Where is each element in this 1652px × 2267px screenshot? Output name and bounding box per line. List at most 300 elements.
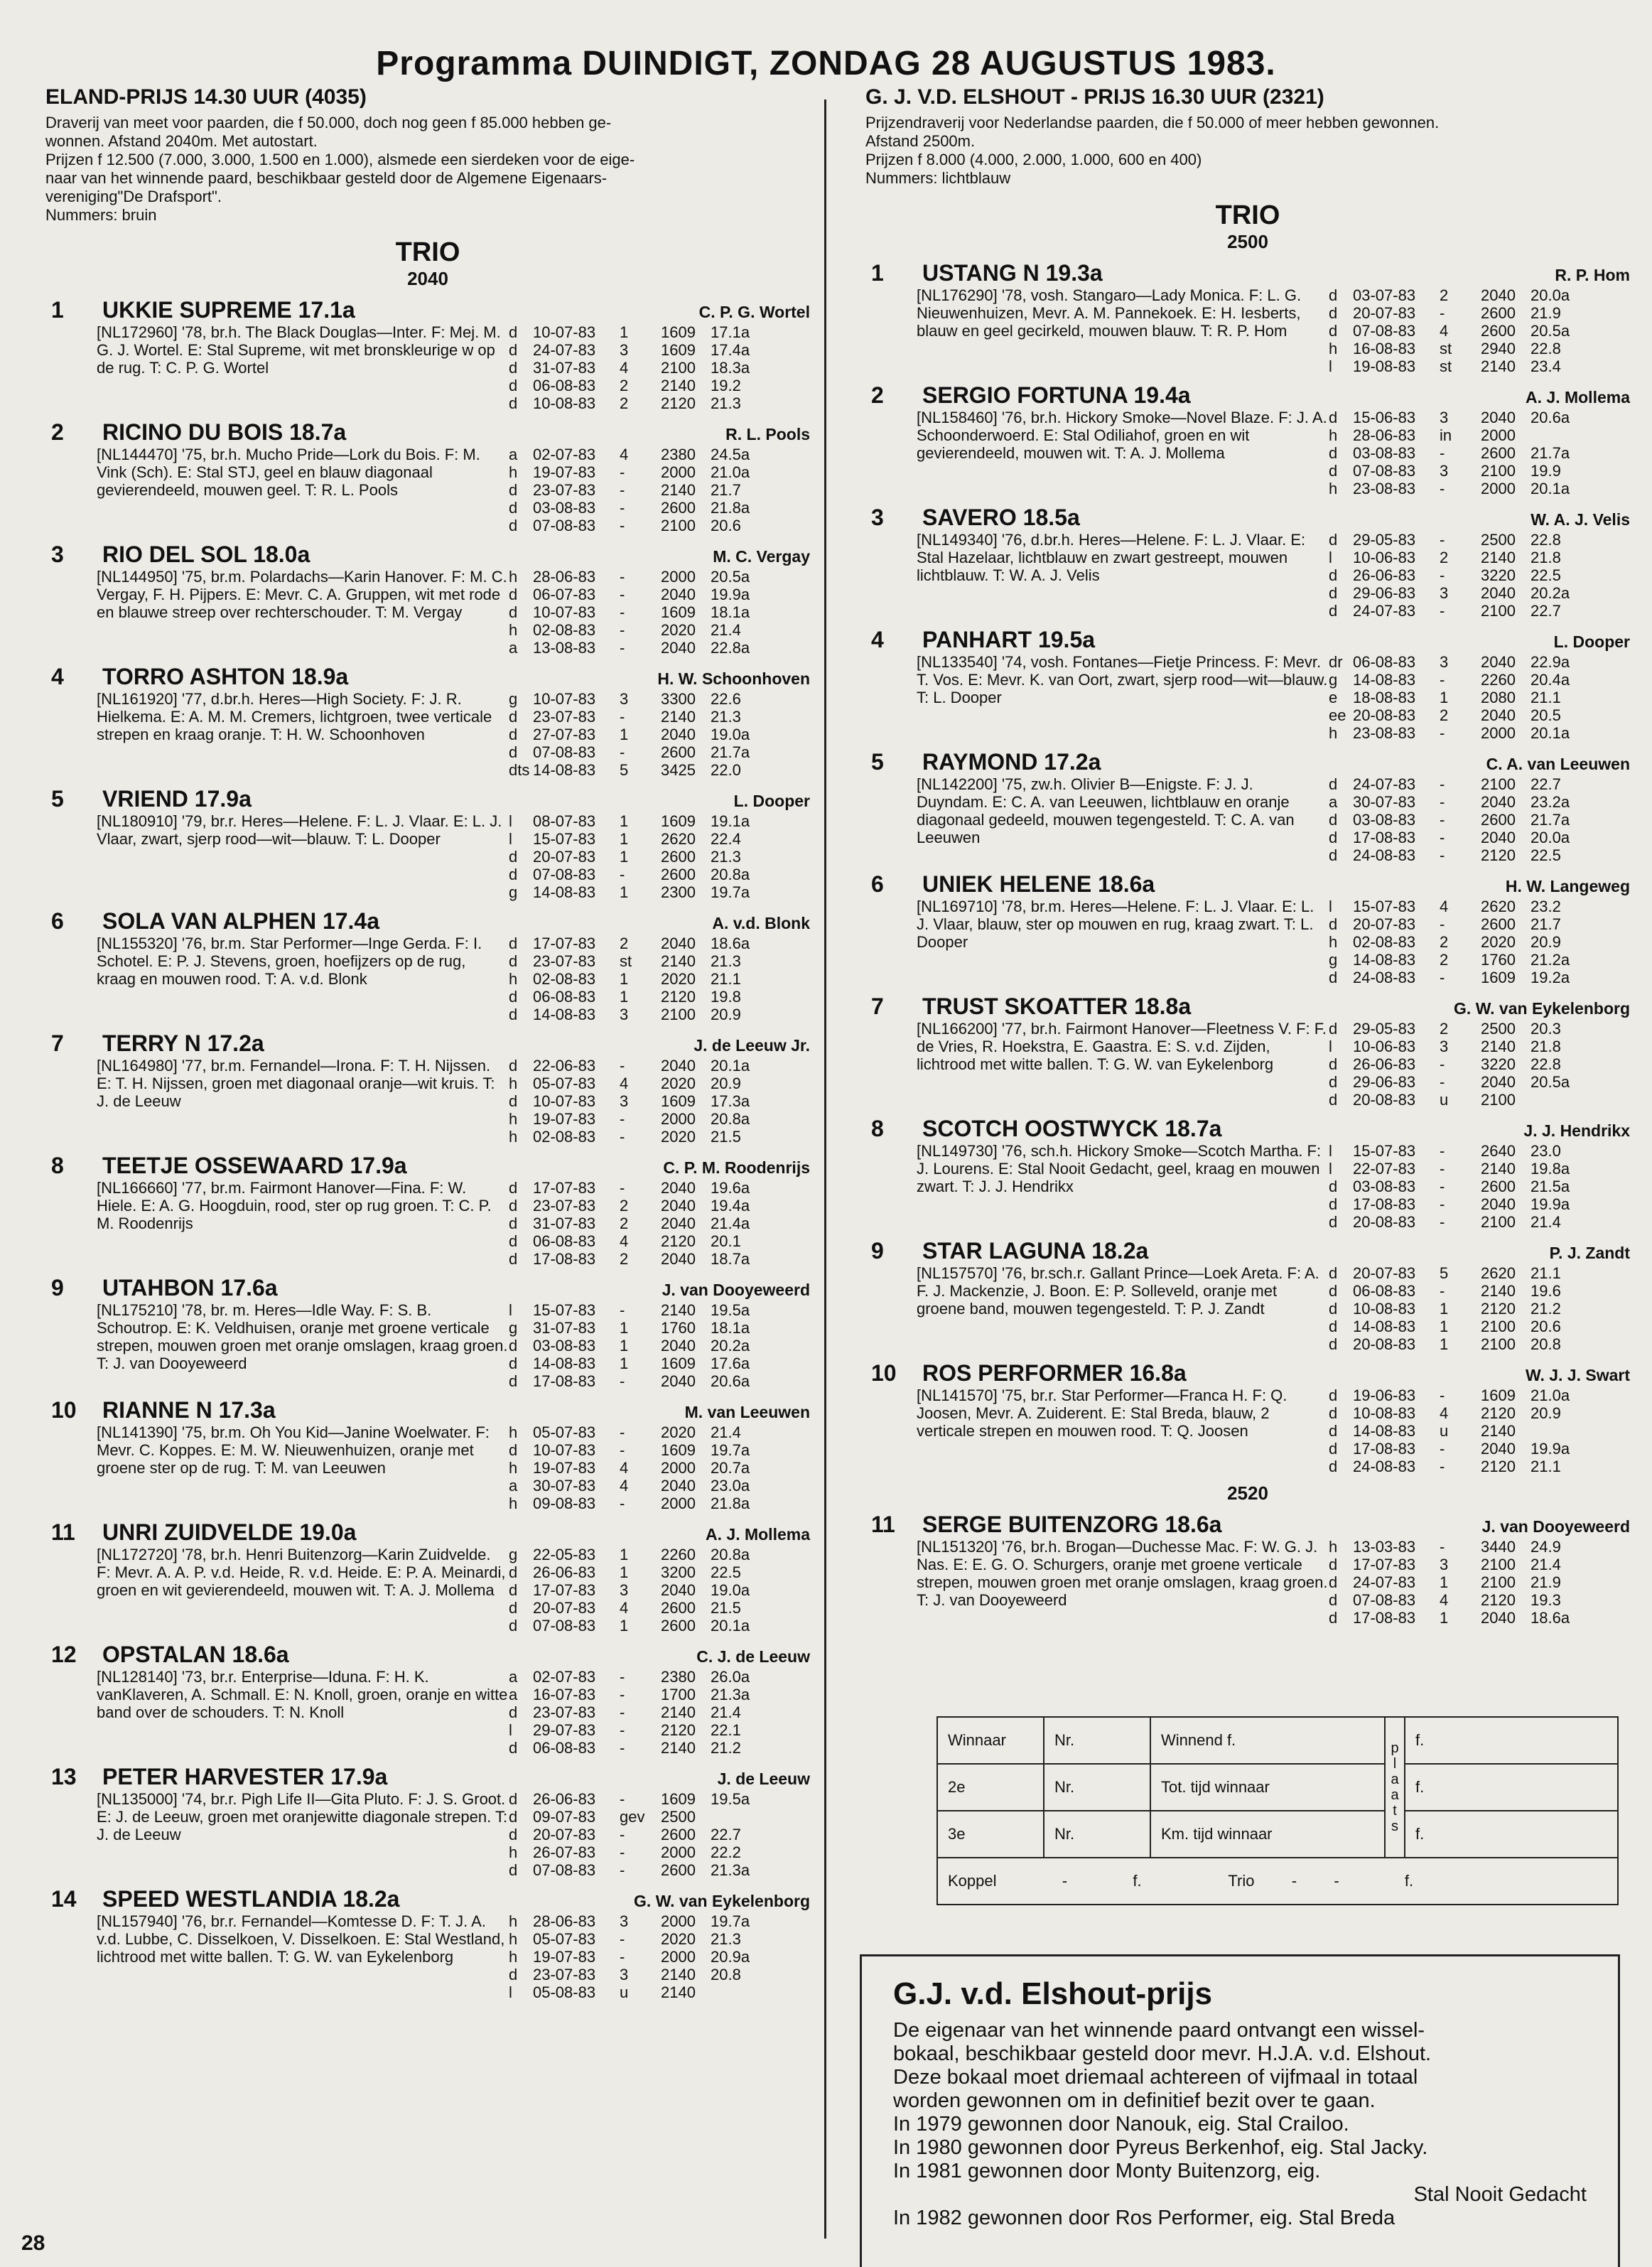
result-row [1329, 1178, 1630, 1195]
result-place: 3 [620, 341, 629, 359]
winnaar-label: Winnaar [937, 1717, 1044, 1764]
result-distance: 2040 [661, 1581, 696, 1599]
elshout-prize-box [860, 1954, 1620, 2267]
result-time: 19.5a [711, 1790, 750, 1808]
result-track: h [509, 970, 518, 988]
result-date: 14-08-83 [1353, 671, 1416, 689]
result-distance: 2000 [1481, 426, 1516, 444]
result-track: d [1329, 1458, 1338, 1475]
result-distance: 1760 [1481, 951, 1516, 969]
result-date: 14-08-83 [533, 883, 596, 901]
horse-trainer: M. C. Vergay [713, 547, 810, 566]
result-distance: 2600 [661, 743, 696, 761]
trio-dash-2: - [1334, 1872, 1339, 1890]
result-place: - [620, 1861, 625, 1879]
result-place: 1 [1440, 1609, 1449, 1627]
result-row [509, 1110, 810, 1128]
derde-label: 3e [937, 1811, 1044, 1858]
result-distance: 2040 [661, 1197, 696, 1215]
result-time: 21.1 [1530, 1458, 1561, 1475]
result-date: 19-07-83 [533, 1948, 596, 1966]
plaats-f-1: f. [1405, 1717, 1618, 1764]
result-time: 17.3a [711, 1092, 750, 1110]
result-date: 07-08-83 [533, 1861, 596, 1879]
horse-trainer: L. Dooper [1553, 632, 1630, 651]
result-track: d [509, 1861, 518, 1879]
result-track: d [509, 1826, 518, 1843]
result-row [1329, 286, 1630, 304]
result-row [1329, 444, 1630, 462]
horse-header [45, 1153, 810, 1179]
horse-list [45, 297, 810, 2001]
result-track: d [509, 988, 518, 1006]
condition-line: Prijzen f 8.000 (4.000, 2.000, 1.000, 600 en 400) [865, 151, 1202, 168]
result-track: h [509, 1495, 518, 1512]
result-date: 29-06-83 [1353, 584, 1416, 602]
horse-description: [NL157940] '76, br.r. Fernandel—Komtesse D. F: T. J. A. v.d. Lubbe, C. Disselkoen, V. Disselkoen. E: Stal Westland, lichtrood met witte ballen. T: G. W. van Eykelenborg [97, 1912, 505, 1966]
result-date: 13-03-83 [1353, 1538, 1416, 1556]
result-time: 22.6 [711, 690, 741, 708]
result-date: 03-08-83 [1353, 1178, 1416, 1195]
result-track: d [1329, 1440, 1338, 1458]
horse-description: [NL155320] '76, br.m. Star Performer—Inge Gerda. F: I. Schotel. E: P. J. Stevens, groen, hoefijzers op de rug, kraag en mouwen rood. T: A. v.d. Blonk [97, 935, 482, 988]
result-place: - [620, 499, 625, 517]
horse-description: [NL144950] '75, br.m. Polardachs—Karin Hanover. F: M. C. Vergay, F. H. Pijpers. E: Mevr. C. A. Gruppen, wit met rode en blauwe streep over rechterschouder. T: M. Vergay [97, 568, 507, 621]
horse-description: [NL175210] '78, br. m. Heres—Idle Way. F: S. B. Schoutrop. E: K. Veldhuisen, oranje met groene verticale strepen, mouwen groen met oranje omslagen, kraag groen. T: J. van Dooyeweerd [97, 1301, 508, 1372]
result-time: 21.2a [1530, 951, 1570, 969]
result-distance: 2120 [661, 1721, 696, 1739]
result-row [509, 1337, 810, 1355]
horse-number: 2 [51, 419, 64, 445]
result-distance: 2600 [1481, 811, 1516, 829]
result-date: 27-07-83 [533, 726, 596, 743]
horse-description: [NL135000] '74, br.r. Pigh Life II—Gita Pluto. F: J. S. Groot. E: J. de Leeuw, groen met oranjewitte diagonale strepen. T: J. de Leeuw [97, 1790, 508, 1843]
result-distance: 2120 [1481, 1458, 1516, 1475]
result-place: - [1440, 811, 1445, 829]
horse-header [865, 871, 1630, 898]
result-date: 29-05-83 [1353, 531, 1416, 549]
result-distance: 2000 [661, 1495, 696, 1512]
result-row [509, 935, 810, 952]
result-track: h [1329, 724, 1338, 742]
horse-name: TEETJE OSSEWAARD 17.9a [102, 1153, 407, 1178]
result-date: 23-08-83 [1353, 724, 1416, 742]
horse-name: SCOTCH OOSTWYCK 18.7a [922, 1116, 1222, 1141]
result-distance: 3220 [1481, 566, 1516, 584]
result-date: 29-06-83 [1353, 1073, 1416, 1091]
horse-entry [865, 994, 1630, 1109]
horse-results [509, 568, 810, 657]
result-row [509, 1739, 810, 1757]
result-date: 10-07-83 [533, 1092, 596, 1110]
result-place: - [1440, 1213, 1445, 1231]
result-row [509, 1843, 810, 1861]
result-place: 1 [620, 1563, 629, 1581]
result-place: - [1440, 602, 1445, 620]
result-track: d [1329, 409, 1338, 426]
result-date: 07-08-83 [533, 1617, 596, 1635]
condition-line: Draverij van meet voor paarden, die f 50.000, doch nog geen f 85.000 hebben ge- [45, 114, 612, 131]
result-place: st [1440, 340, 1452, 357]
result-track: d [1329, 602, 1338, 620]
result-distance: 2600 [1481, 322, 1516, 340]
result-time [1530, 426, 1587, 444]
result-track: d [1329, 1404, 1338, 1422]
result-place: - [1440, 1073, 1445, 1091]
box-line-right: Stal Nooit Gedacht [1413, 2183, 1587, 2206]
result-date: 19-08-83 [1353, 357, 1416, 375]
result-track: l [1329, 1142, 1332, 1160]
result-place: 4 [1440, 1591, 1449, 1609]
result-track: d [509, 1703, 518, 1721]
result-time: 20.5 [1530, 706, 1561, 724]
result-place: 2 [1440, 706, 1449, 724]
result-time: 19.8a [1530, 1160, 1570, 1178]
result-track: d [1329, 1318, 1338, 1335]
horse-trainer: G. W. van Eykelenborg [1454, 999, 1630, 1018]
result-track: g [509, 690, 518, 708]
result-date: 02-08-83 [533, 621, 596, 639]
horse-number: 6 [871, 871, 884, 897]
result-distance: 2140 [1481, 1038, 1516, 1055]
result-time: 19.9a [711, 586, 750, 603]
result-row [509, 1912, 810, 1930]
result-place: 3 [1440, 409, 1449, 426]
result-row [509, 1495, 810, 1512]
result-place: 2 [1440, 933, 1449, 951]
result-time: 20.1a [711, 1617, 750, 1635]
result-track: d [1329, 1422, 1338, 1440]
result-date: 10-08-83 [533, 394, 596, 412]
result-distance: 2040 [661, 1250, 696, 1268]
horse-body [865, 898, 1630, 986]
result-row [509, 1721, 810, 1739]
result-track: g [509, 1546, 518, 1563]
result-place: - [620, 1441, 625, 1459]
result-row [509, 866, 810, 883]
result-date: 07-08-83 [1353, 1591, 1416, 1609]
horse-trainer: W. A. J. Velis [1530, 510, 1630, 529]
result-track: d [509, 708, 518, 726]
result-distance: 2040 [661, 1337, 696, 1355]
result-date: 20-08-83 [1353, 1091, 1416, 1109]
result-row [1329, 1386, 1630, 1404]
result-track: d [509, 1599, 518, 1617]
result-row [1329, 793, 1630, 811]
horse-trainer: C. J. de Leeuw [696, 1647, 810, 1666]
horse-body [865, 286, 1630, 375]
result-date: 14-08-83 [533, 761, 596, 779]
horse-number: 12 [51, 1642, 77, 1667]
box-line: De eigenaar van het winnende paard ontvangt een wissel- [893, 2019, 1425, 2042]
horse-header [45, 1275, 810, 1301]
result-distance: 2040 [661, 639, 696, 657]
result-track: ee [1329, 706, 1346, 724]
result-time: 20.6a [1530, 409, 1570, 426]
horse-results [1329, 1538, 1630, 1627]
koppel-dash: - [1062, 1872, 1068, 1890]
left-race-column [45, 85, 810, 2001]
result-track: d [509, 1197, 518, 1215]
result-distance: 2140 [661, 1739, 696, 1757]
horse-number: 11 [871, 1512, 895, 1537]
result-track: d [1329, 1091, 1338, 1109]
result-time: 22.4 [711, 830, 741, 848]
result-time: 21.3 [711, 1930, 741, 1948]
result-time: 20.9 [1530, 1404, 1561, 1422]
result-row [509, 1790, 810, 1808]
result-place: 4 [620, 1075, 629, 1092]
box-line: Deze bokaal moet driemaal achtereen of vijfmaal in totaal [893, 2066, 1418, 2089]
horse-entry [45, 908, 810, 1023]
horse-entry [45, 1519, 810, 1635]
result-row [1329, 304, 1630, 322]
result-place: - [620, 1721, 625, 1739]
result-distance: 2020 [661, 621, 696, 639]
horse-body [45, 812, 810, 901]
result-distance: 1760 [661, 1319, 696, 1337]
result-row [1329, 898, 1630, 915]
result-distance: 2100 [1481, 1091, 1516, 1109]
horse-name: UKKIE SUPREME 17.1a [102, 297, 355, 323]
race-heading: ELAND-PRIJS 14.30 UUR (4035) [45, 85, 367, 109]
result-time: 19.7a [711, 1912, 750, 1930]
result-track: d [1329, 829, 1338, 846]
trio-label: TRIO [1215, 200, 1280, 230]
horse-body [865, 653, 1630, 742]
result-place: - [1440, 793, 1445, 811]
result-row [509, 1686, 810, 1703]
result-time: 21.7a [1530, 811, 1570, 829]
result-place: - [620, 481, 625, 499]
condition-line: Nummers: lichtblauw [865, 169, 1011, 187]
horse-results [509, 690, 810, 779]
result-time: 20.8a [711, 866, 750, 883]
result-date: 15-06-83 [1353, 409, 1416, 426]
result-track: d [509, 1179, 518, 1197]
result-track: a [509, 1668, 518, 1686]
result-row [1329, 1458, 1630, 1475]
result-time: 22.1 [711, 1721, 741, 1739]
result-time: 19.1a [711, 812, 750, 830]
result-distance: 1609 [661, 1441, 696, 1459]
result-time: 18.7a [711, 1250, 750, 1268]
result-row [509, 970, 810, 988]
result-place: - [1440, 1178, 1445, 1195]
result-date: 31-07-83 [533, 1215, 596, 1232]
result-track: d [1329, 1213, 1338, 1231]
horse-header [45, 1030, 810, 1057]
result-date: 14-08-83 [533, 1355, 596, 1372]
result-track: d [509, 1808, 518, 1826]
result-row [509, 812, 810, 830]
result-date: 06-08-83 [533, 988, 596, 1006]
result-distance: 2100 [1481, 1573, 1516, 1591]
result-row [509, 1250, 810, 1268]
result-row [509, 726, 810, 743]
result-row [1329, 1300, 1630, 1318]
result-row [1329, 933, 1630, 951]
result-date: 24-07-83 [533, 341, 596, 359]
koppel-f: f. [1133, 1872, 1142, 1890]
result-place: - [620, 1930, 625, 1948]
result-track: h [1329, 426, 1338, 444]
horse-name: OPSTALAN 18.6a [102, 1642, 289, 1667]
horse-name: SAVERO 18.5a [922, 505, 1080, 530]
result-distance: 2040 [661, 1215, 696, 1232]
horse-results [509, 812, 810, 901]
horse-trainer: R. L. Pools [725, 425, 810, 443]
result-time: 22.8 [1530, 340, 1561, 357]
horse-entry [865, 871, 1630, 986]
result-distance: 1609 [1481, 969, 1516, 986]
result-row [509, 323, 810, 341]
result-distance: 2640 [1481, 1142, 1516, 1160]
result-date: 19-07-83 [533, 1110, 596, 1128]
result-row [1329, 340, 1630, 357]
result-date: 10-07-83 [533, 690, 596, 708]
result-time: 24.5a [711, 446, 750, 463]
plaats-letter: l [1393, 1756, 1397, 1772]
result-time: 18.6a [711, 935, 750, 952]
result-time: 18.6a [1530, 1609, 1570, 1627]
result-time: 21.4 [711, 1703, 741, 1721]
result-place: - [620, 1179, 625, 1197]
horse-body [45, 446, 810, 534]
result-place: 4 [620, 1599, 629, 1617]
box-line: In 1981 gewonnen door Monty Buitenzorg, eig. [893, 2160, 1321, 2182]
result-row [1329, 1055, 1630, 1073]
horse-name: RIANNE N 17.3a [102, 1397, 276, 1423]
result-date: 10-07-83 [533, 323, 596, 341]
horse-description: [NL169710] '78, br.m. Heres—Helene. F: L. J. Vlaar. E: L. J. Vlaar, blauw, ster op mouwen en rug, kraag zwart. T: L. Dooper [917, 898, 1314, 951]
result-track: d [1329, 304, 1338, 322]
result-distance: 2000 [661, 463, 696, 481]
result-track: l [509, 812, 512, 830]
result-date: 31-07-83 [533, 359, 596, 377]
condition-line: Prijzendraverij voor Nederlandse paarden, die f 50.000 of meer hebben gewonnen. [865, 114, 1440, 131]
result-track: d [509, 1739, 518, 1757]
result-distance: 2140 [1481, 1282, 1516, 1300]
result-place: 3 [620, 1092, 629, 1110]
result-place: - [620, 1423, 625, 1441]
horse-body [865, 1020, 1630, 1109]
result-row [1329, 829, 1630, 846]
result-track: d [509, 1057, 518, 1075]
result-date: 22-06-83 [533, 1057, 596, 1075]
result-date: 20-07-83 [533, 848, 596, 866]
result-place: - [1440, 1458, 1445, 1475]
result-distance: 2080 [1481, 689, 1516, 706]
result-track: d [509, 866, 518, 883]
result-date: 15-07-83 [1353, 1142, 1416, 1160]
horse-body [45, 1912, 810, 2001]
result-place: - [1440, 304, 1445, 322]
result-distance: 2040 [1481, 1195, 1516, 1213]
result-track: d [509, 517, 518, 534]
result-distance: 2260 [661, 1546, 696, 1563]
result-date: 30-07-83 [533, 1477, 596, 1495]
result-track: d [509, 359, 518, 377]
result-place: - [620, 463, 625, 481]
result-place: u [1440, 1422, 1449, 1440]
horse-description: [NL161920] '77, d.br.h. Heres—High Society. F: J. R. Hielkema. E: A. M. M. Cremers, lichtgroen, twee verticale strepen en kraag oranje. T: H. W. Schoonhoven [97, 690, 492, 743]
condition-line: wonnen. Afstand 2040m. Met autostart. [45, 132, 318, 150]
result-distance: 2140 [661, 377, 696, 394]
result-row [1329, 1573, 1630, 1591]
result-time: 19.6a [711, 1179, 750, 1197]
race-heading: G. J. V.D. ELSHOUT - PRIJS 16.30 UUR (2321) [865, 85, 1324, 109]
result-row [509, 359, 810, 377]
horse-results [509, 446, 810, 534]
horse-header [865, 382, 1630, 409]
result-time: 19.0a [711, 1581, 750, 1599]
result-time: 20.2a [711, 1337, 750, 1355]
result-date: 05-08-83 [533, 1983, 596, 2001]
horse-body [45, 690, 810, 779]
result-time: 19.3 [1530, 1591, 1561, 1609]
horse-name: STAR LAGUNA 18.2a [922, 1238, 1149, 1264]
result-place: 1 [620, 1546, 629, 1563]
result-track: d [509, 1441, 518, 1459]
result-row [1329, 1538, 1630, 1556]
result-place: - [620, 1372, 625, 1390]
result-time: 21.1 [1530, 1264, 1561, 1282]
result-distance: 2040 [1481, 1609, 1516, 1627]
result-place: 4 [620, 446, 629, 463]
horse-entry [45, 419, 810, 534]
result-row [509, 1179, 810, 1197]
result-place: 1 [1440, 1573, 1449, 1591]
result-date: 26-06-83 [1353, 1055, 1416, 1073]
horse-body [45, 1668, 810, 1757]
result-row [509, 848, 810, 866]
horse-header [865, 994, 1630, 1020]
result-track: d [509, 848, 518, 866]
horse-results [1329, 1386, 1630, 1475]
result-track: d [1329, 566, 1338, 584]
result-place: 4 [1440, 322, 1449, 340]
horse-results [509, 1790, 810, 1879]
horse-number: 1 [871, 260, 884, 286]
horse-trainer: A. J. Mollema [1526, 388, 1630, 406]
result-time: 19.2 [711, 377, 741, 394]
result-row [1329, 1609, 1630, 1627]
result-track: d [509, 1355, 518, 1372]
result-time: 23.2 [1530, 898, 1561, 915]
result-row [1329, 1422, 1630, 1440]
result-track: d [509, 499, 518, 517]
horse-results [509, 1423, 810, 1512]
result-date: 05-07-83 [533, 1075, 596, 1092]
result-time: 23.0 [1530, 1142, 1561, 1160]
result-time: 20.8a [711, 1110, 750, 1128]
box-line: In 1980 gewonnen door Pyreus Berkenhof, eig. Stal Jacky. [893, 2136, 1428, 2159]
result-distance: 2140 [661, 1703, 696, 1721]
box-line: In 1979 gewonnen door Nanouk, eig. Stal Crailoo. [893, 2113, 1349, 2136]
result-distance: 2120 [661, 394, 696, 412]
result-date: 10-08-83 [1353, 1404, 1416, 1422]
result-place: 1 [620, 970, 629, 988]
result-row [1329, 775, 1630, 793]
horse-name: RAYMOND 17.2a [922, 749, 1101, 775]
horse-trainer: J. de Leeuw Jr. [693, 1036, 810, 1055]
result-distance: 1609 [661, 341, 696, 359]
result-distance: 2000 [661, 1459, 696, 1477]
result-track: d [509, 1250, 518, 1268]
result-date: 14-08-83 [533, 1006, 596, 1023]
result-date: 26-06-83 [533, 1563, 596, 1581]
